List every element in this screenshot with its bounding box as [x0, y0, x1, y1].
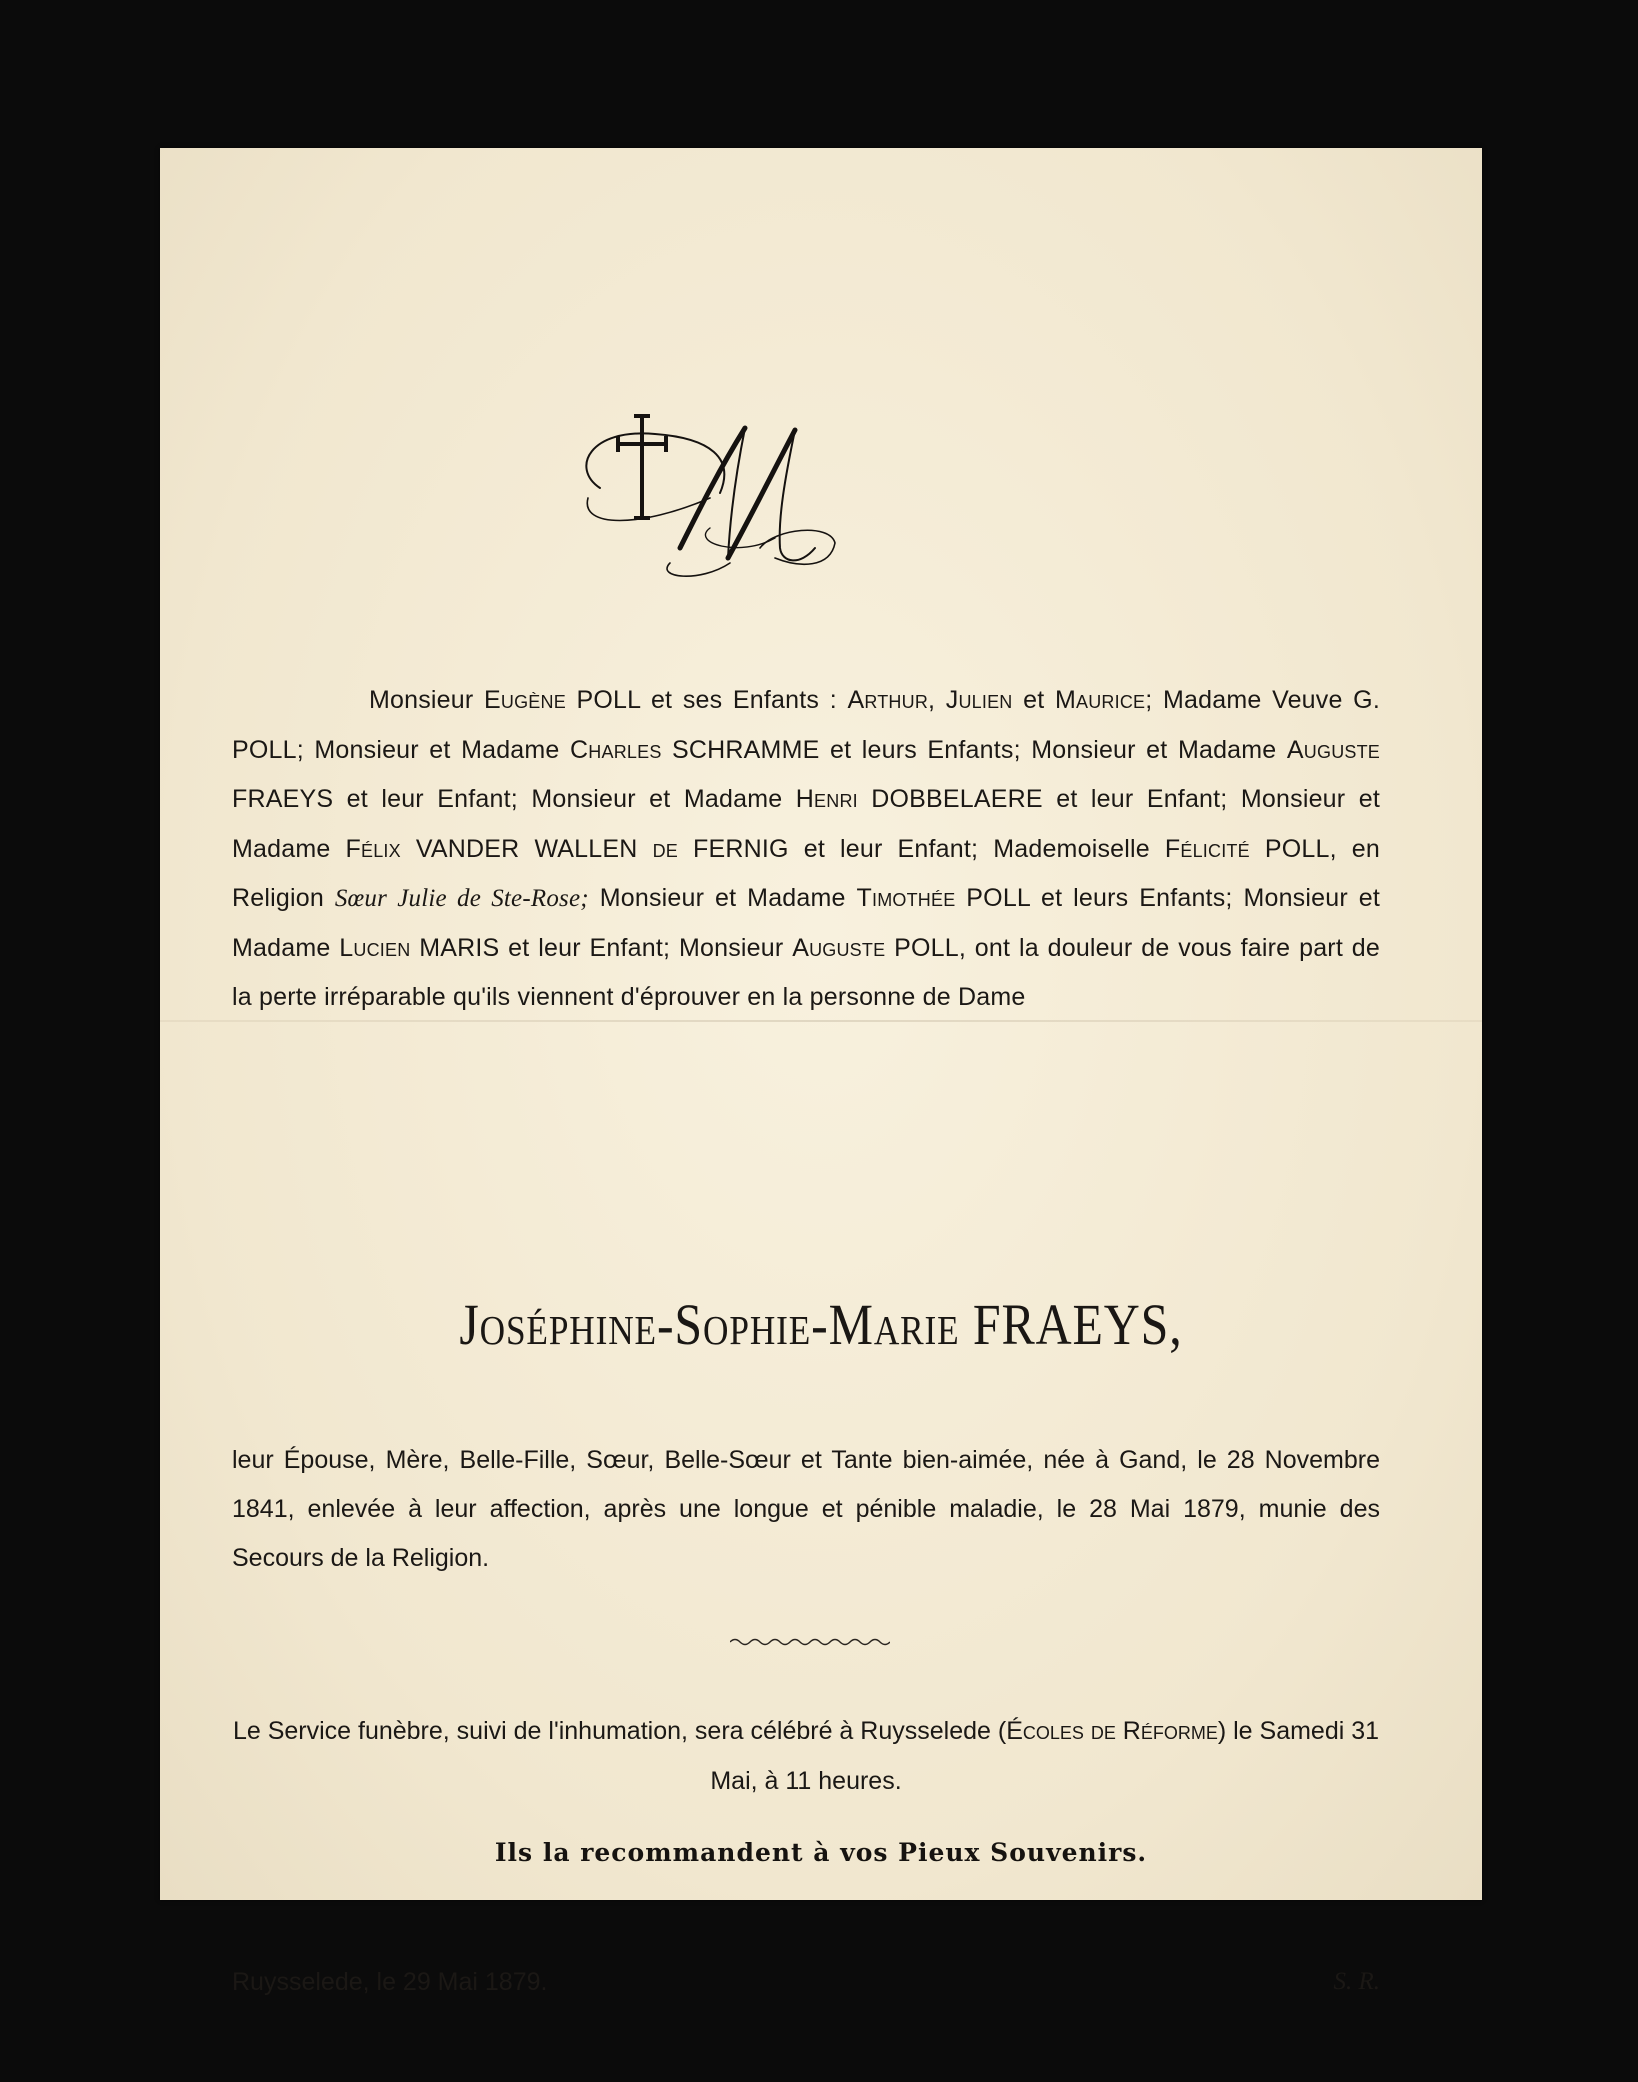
name-children: Arthur, Julien [847, 686, 1013, 714]
text-run: ; Madame Veuve G. POLL; Monsieur et Madame [232, 686, 1380, 764]
text-run: POLL [565, 686, 641, 714]
name-charles: Charles [570, 735, 662, 764]
funeral-service-notice [232, 1706, 1380, 1806]
name-auguste: Auguste [792, 933, 886, 962]
name-maurice: Maurice [1054, 686, 1146, 714]
name-timothee: Timothée [856, 884, 956, 912]
deceased-surname: FRAEYS, [972, 1292, 1183, 1357]
announcement-paragraph [232, 676, 1380, 1023]
text-run: VANDER WALLEN [400, 834, 653, 863]
text-run: Le Service funèbre, suivi de l'inhumation, sera célébré à Ruysselede ( [232, 1717, 1007, 1745]
text-run: DOBBELAERE et leur Enfant; Monsieur et Madame [232, 785, 1380, 863]
text-run: et ses Enfants : [640, 686, 848, 714]
name-felicite: Félicité [1164, 834, 1250, 863]
text-run: SCHRAMME et leurs Enfants; Monsieur et Madame [661, 735, 1287, 764]
memorial-card [160, 148, 1482, 1996]
deceased-details [232, 1436, 1380, 1583]
text-run: et [1012, 686, 1055, 714]
closing-line: Ils la recommandent à vos Pieux Souvenirs. [494, 1838, 1148, 1867]
name-felix: Félix [345, 834, 401, 863]
cross-monogram-icon [560, 398, 860, 598]
text-run: ) le Samedi 31 Mai, à 11 heures. [710, 1717, 1380, 1795]
deceased-first-names: Joséphine-Sophie-Marie [459, 1292, 960, 1357]
particle-de: de [652, 834, 678, 863]
deceased-name [253, 1291, 1390, 1358]
initials: S. R. [1333, 1968, 1380, 1995]
wavy-divider-icon [730, 1636, 890, 1648]
name-lucien: Lucien [339, 933, 411, 962]
text-run: POLL et leurs Enfants; Monsieur et Madame [232, 884, 1381, 962]
text-run: FERNIG et leur Enfant; Mademoiselle [677, 834, 1165, 863]
name-eugene: Eugène [484, 686, 566, 714]
place-date: Ruysselede, le 29 Mai 1879. [232, 1968, 548, 1996]
name-henri: Henri [795, 785, 858, 813]
text-run: MARIS et leur Enfant; Monsieur [410, 933, 793, 962]
name-auguste: Auguste [1286, 735, 1381, 764]
details-text: leur Épouse, Mère, Belle-Fille, Sœur, Belle-Sœur et Tante bien-aimée, née à Gand, le 28 Novembre 1841, enlevée à leur affection, après une longue et pénible maladie, le 28 Mai 1879, munie des Secours de la Religion. [232, 1446, 1380, 1572]
text-run: POLL, en Religion [232, 834, 1380, 912]
text-run: Monsieur [369, 686, 485, 714]
text-run: FRAEYS et leur Enfant; Monsieur et Madame [232, 785, 796, 813]
ecoles-de-reforme: Écoles de Réforme [1006, 1717, 1218, 1745]
religious-name: Sœur Julie de Ste-Rose; [334, 885, 589, 912]
text-run: POLL, ont la douleur de vous faire part de la perte irréparable qu'ils viennent d'éprouver en la personne de Dame [232, 933, 1380, 1011]
text-run: Monsieur et Madame [588, 884, 857, 912]
